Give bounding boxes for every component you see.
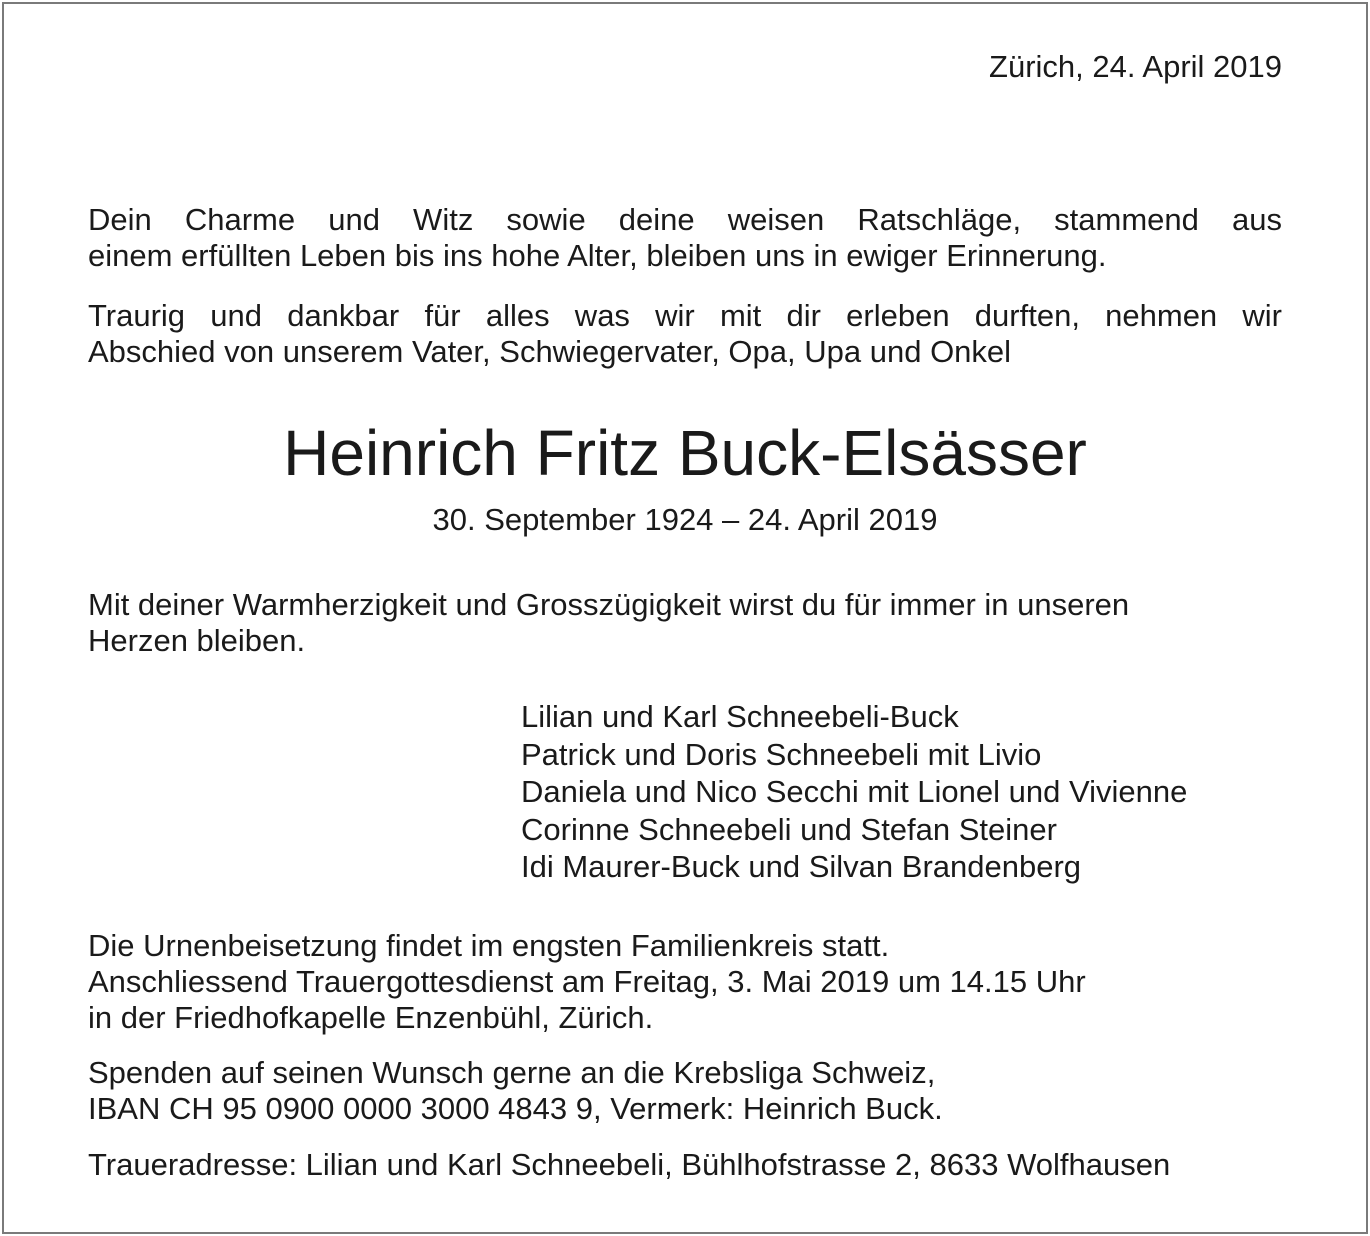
mourner: Corinne Schneebeli und Stefan Steiner [521, 811, 1057, 847]
donations-line-2: IBAN CH 95 0900 0000 3000 4843 9, Vermerk: Heinrich Buck. [88, 1091, 943, 1126]
deceased-name: Heinrich Fritz Buck-Elsässer [283, 417, 1087, 489]
mourner: Daniela und Nico Secchi mit Lionel und Vivienne [521, 774, 1188, 809]
service-line-3: in der Friedhofkapelle Enzenbühl, Zürich. [88, 1000, 654, 1035]
mourner: Idi Maurer-Buck und Silvan Brandenberg [521, 849, 1082, 884]
intro-line-4: Abschied von unserem Vater, Schwiegervater, Opa, Upa und Onkel [88, 334, 1012, 369]
life-dates: 30. September 1924 – 24. April 2019 [432, 502, 938, 537]
intro-line-3: Traurig und dankbar für alles was wir mit dir erleben durften, nehmen wir [88, 298, 1282, 333]
tribute-line-1: Mit deiner Warmherzigkeit und Grosszügigkeit wirst du für immer in unseren [88, 587, 1130, 622]
mourner: Lilian und Karl Schneebeli-Buck [521, 699, 959, 734]
mourning-address: Traueradresse: Lilian und Karl Schneebeli, Bühlhofstrasse 2, 8633 Wolfhausen [88, 1147, 1171, 1182]
intro-line-2: einem erfüllten Leben bis ins hohe Alter, bleiben uns in ewiger Erinnerung. [88, 238, 1107, 273]
intro-line-1: Dein Charme und Witz sowie deine weisen Ratschläge, stammend aus [88, 202, 1282, 237]
mourner: Patrick und Doris Schneebeli mit Livio [521, 736, 1042, 772]
tribute-line-2: Herzen bleiben. [88, 623, 306, 658]
service-line-1: Die Urnenbeisetzung findet im engsten Familienkreis statt. [88, 928, 890, 963]
place-date: Zürich, 24. April 2019 [989, 49, 1282, 84]
service-line-2: Anschliessend Trauergottesdienst am Freitag, 3. Mai 2019 um 14.15 Uhr [88, 964, 1086, 999]
mourners-list [521, 698, 1187, 886]
donations-line-1: Spenden auf seinen Wunsch gerne an die Krebsliga Schweiz, [88, 1055, 936, 1090]
